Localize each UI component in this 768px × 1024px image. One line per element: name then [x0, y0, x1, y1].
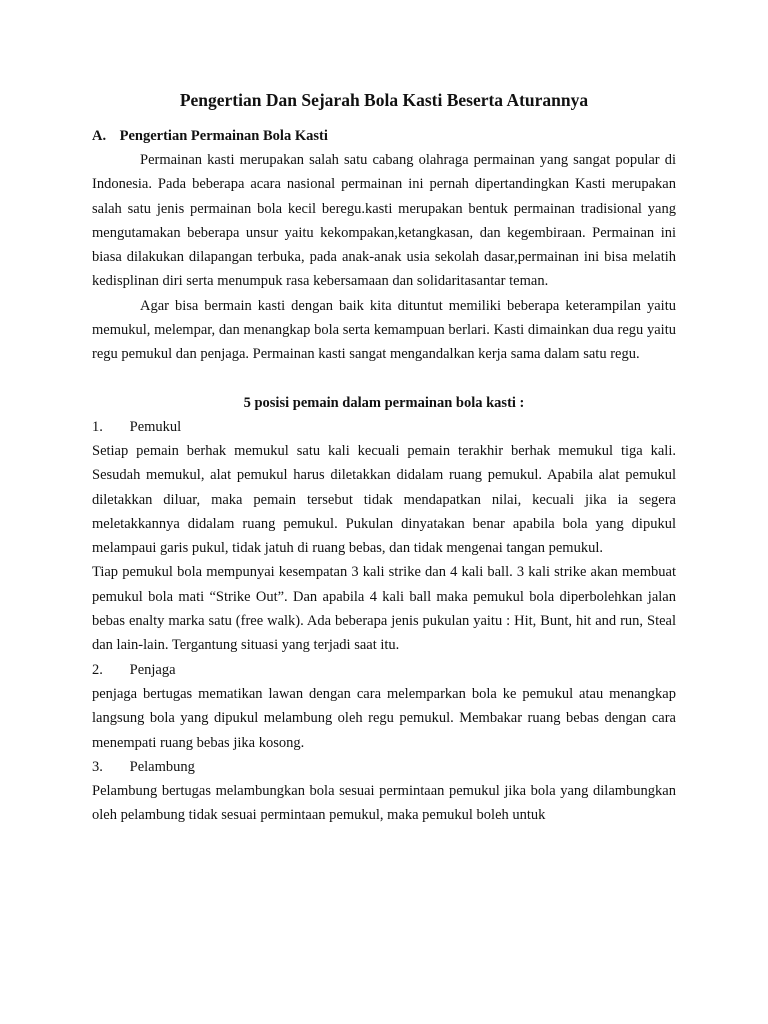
position-number: 3. — [92, 758, 103, 775]
pemukul-paragraph-1: Setiap pemain berhak memukul satu kali kecuali pemain terakhir berhak memukul tiga kali. Sesudah memukul, alat pemukul harus diletakkan didalam ruang pemukul. Apabila alat pemukul diletakkan diluar, maka pemain tersebut tidak mendapatkan nilai, kecuali jika ia segera meletakkannya didalam ruang pemukul. Pukulan dinyatakan benar apabila bola yang dipukul melampaui garis pukul, tidak jatuh di ruang bebas, dan tidak mengenai tangan pemukul. — [92, 442, 676, 557]
document-title: Pengertian Dan Sejarah Bola Kasti Beserta Aturannya — [179, 90, 589, 110]
section-a-paragraph-1: Permainan kasti merupakan salah satu cabang olahraga permainan yang sangat popular di Indonesia. Pada beberapa acara nasional permainan ini pernah dipertandingkan Kasti merupakan salah satu jenis permainan bola kecil beregu.kasti merupakan bentuk permainan tradisional yang mengutamakan beberapa unsur yaitu kekompakan,ketangkasan, dan kegembiraan. Permainan ini biasa dilakukan dilapangan terbuka, pada anak-anak usia sekolah dasar,permainan ini bisa melatih kedisplinan diri serta menumpuk rasa kebersamaan dan solidaritasantar teman. — [92, 152, 676, 290]
section-a-heading-text: Pengertian Permainan Bola Kasti — [119, 128, 328, 144]
blank-line — [92, 367, 676, 391]
penjaga-paragraph-1: penjaga bertugas mematikan lawan dengan cara melemparkan bola ke pemukul atau menangkap langsung bola yang dipukul melambung oleh regu pemukul. Membakar ruang bebas dengan cara menempati ruang bebas jika kosong. — [92, 685, 676, 751]
section-a-heading — [92, 124, 676, 148]
pelambung-paragraph-1: Pelambung bertugas melambungkan bola sesuai permintaan pemukul jika bola yang dilambungkan oleh pelambung tidak sesuai permintaan pemukul, maka pemukul boleh untuk — [92, 783, 676, 824]
position-name: Pelambung — [129, 758, 195, 775]
position-item-pemukul — [92, 415, 676, 439]
position-item-penjaga — [92, 658, 676, 682]
position-item-pelambung — [92, 755, 676, 779]
section-a-paragraph-2: Agar bisa bermain kasti dengan baik kita dituntut memiliki beberapa keterampilan yaitu memukul, melempar, dan menangkap bola serta kemampuan berlari. Kasti dimainkan dua regu yaitu regu pemukul dan penjaga. Permainan kasti sangat mengandalkan kerja sama dalam satu regu. — [92, 297, 676, 363]
position-number: 2. — [92, 661, 103, 678]
section-a-number: A. — [92, 128, 107, 144]
position-name: Penjaga — [129, 661, 176, 678]
pemukul-paragraph-2: Tiap pemukul bola mempunyai kesempatan 3 kali strike dan 4 kali ball. 3 kali strike akan membuat pemukul bola mati “Strike Out”. Dan apabila 4 kali ball maka pemukul bola diperbolehkan jalan bebas enalty marka satu (free walk). Ada beberapa jenis pukulan yaitu : Hit, Bunt, hit and run, Steal dan lain-lain. Tergantung situasi yang terjadi saat itu. — [92, 564, 676, 654]
positions-heading: 5 posisi pemain dalam permainan bola kasti : — [243, 394, 525, 411]
position-number: 1. — [92, 418, 103, 435]
position-name: Pemukul — [129, 418, 182, 435]
